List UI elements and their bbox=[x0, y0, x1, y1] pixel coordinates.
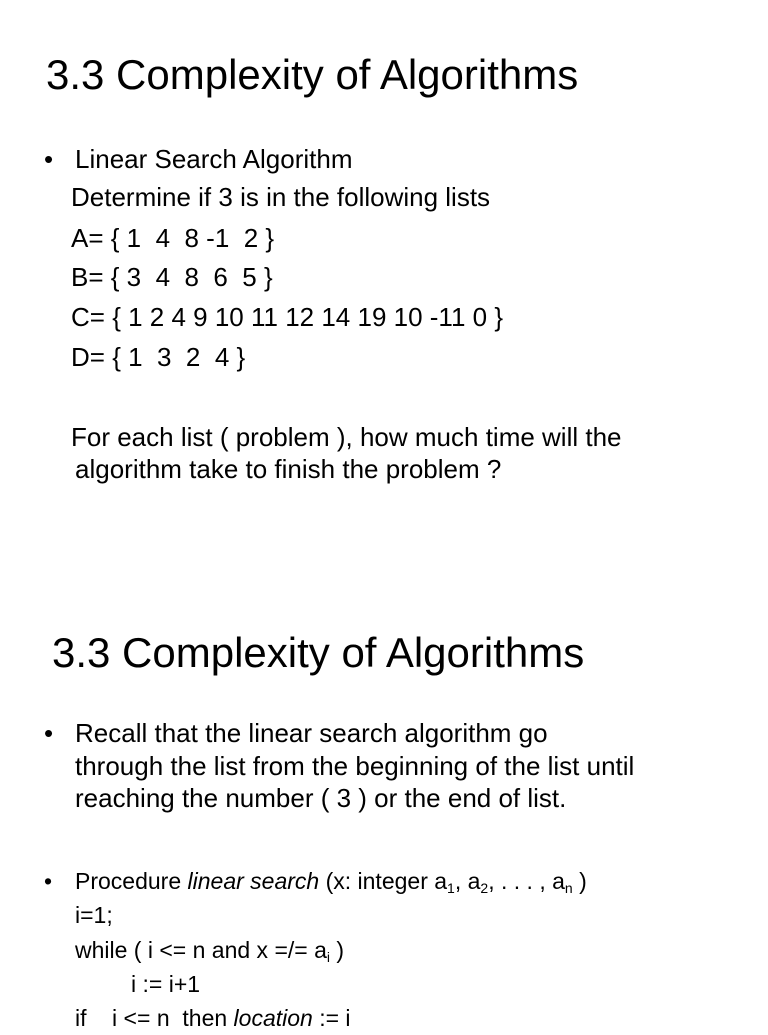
list-label: B= bbox=[71, 262, 104, 292]
slide-2 bbox=[0, 576, 768, 1031]
while-end: ) bbox=[330, 937, 345, 963]
slide-2-title: 3.3 Complexity of Algorithms bbox=[52, 629, 585, 676]
recall-line-1: Recall that the linear search algorithm go bbox=[75, 718, 548, 748]
list-label: D= bbox=[71, 342, 105, 372]
list-values: { 1 2 4 9 10 11 12 14 19 10 -11 0 } bbox=[112, 302, 504, 332]
question-line-1: For each list ( problem ), how much time will the bbox=[71, 422, 622, 452]
subscript: 2 bbox=[480, 880, 489, 896]
while-text: while ( i <= n and x =/= a bbox=[75, 937, 327, 963]
subscript: 1 bbox=[447, 880, 455, 896]
bullet-dot: • bbox=[44, 718, 54, 748]
recall-line-3: reaching the number ( 3 ) or the end of list. bbox=[75, 783, 567, 813]
separator: , a bbox=[454, 868, 481, 894]
if-location: location bbox=[233, 1005, 313, 1031]
separator: ) bbox=[572, 868, 587, 894]
bullet-dot: • bbox=[44, 144, 54, 174]
procedure-keyword: Procedure bbox=[75, 868, 188, 894]
slide-1-title: 3.3 Complexity of Algorithms bbox=[46, 51, 579, 98]
list-label: A= bbox=[71, 223, 104, 253]
procedure-name: linear search bbox=[187, 868, 320, 894]
if-end: := i bbox=[312, 1005, 351, 1031]
list-b bbox=[71, 261, 273, 293]
question-line-2: algorithm take to finish the problem ? bbox=[75, 454, 502, 484]
recall-line-2: through the list from the beginning of the list until bbox=[75, 751, 635, 781]
separator: , . . . , a bbox=[488, 868, 565, 894]
prompt-text: Determine if 3 is in the following lists bbox=[71, 182, 491, 212]
code-init: i=1; bbox=[75, 902, 113, 928]
list-values: { 1 4 8 -1 2 } bbox=[110, 223, 275, 253]
procedure-params: (x: integer a bbox=[319, 868, 448, 894]
list-d bbox=[71, 341, 245, 373]
procedure-signature bbox=[75, 864, 587, 898]
list-label: C= bbox=[71, 302, 105, 332]
subscript: i bbox=[326, 949, 331, 965]
list-a bbox=[71, 222, 274, 254]
list-c bbox=[71, 301, 503, 333]
subscript: n bbox=[564, 880, 573, 896]
list-values: { 3 4 8 6 5 } bbox=[110, 262, 273, 292]
list-values: { 1 3 2 4 } bbox=[112, 342, 246, 372]
code-if bbox=[75, 1001, 351, 1035]
code-increment: i := i+1 bbox=[131, 971, 201, 997]
bullet-dot: • bbox=[44, 868, 53, 894]
code-while bbox=[75, 933, 344, 967]
bullet-heading: Linear Search Algorithm bbox=[75, 144, 353, 174]
if-text: if i <= n then bbox=[75, 1005, 234, 1031]
